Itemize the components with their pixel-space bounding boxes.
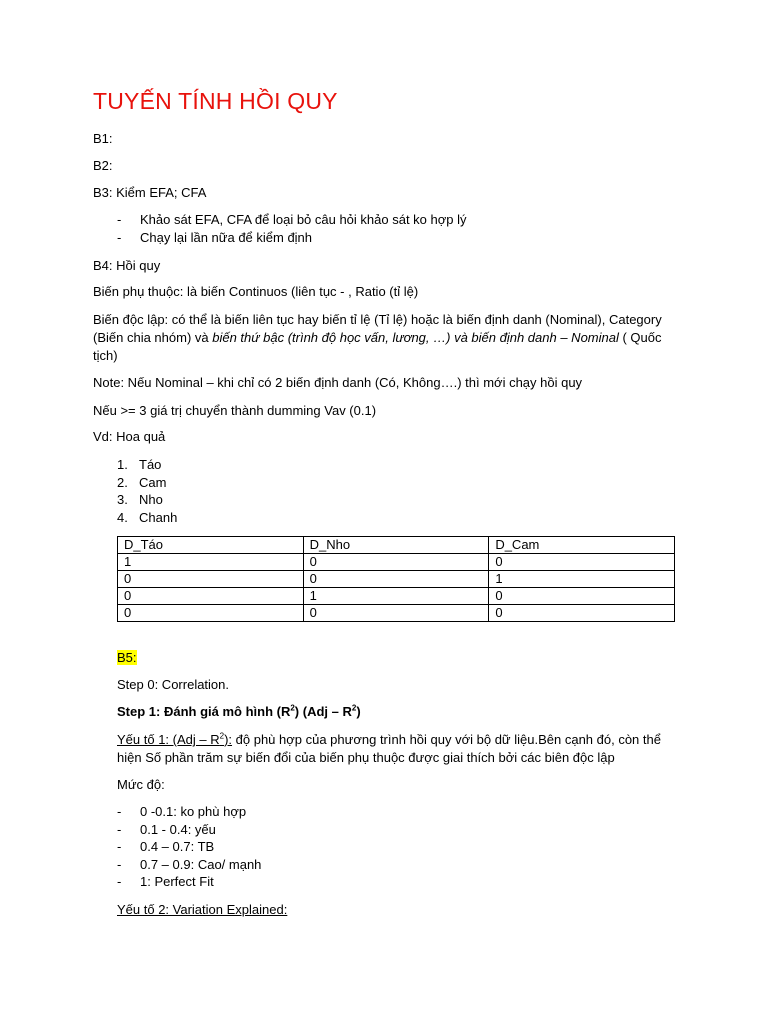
step-1-heading: Step 1: Đánh giá mô hình $(R^2)$ $(Adj - R^2)$ xyxy=(117,703,361,719)
dummy-variable-table xyxy=(117,536,675,622)
table-row xyxy=(118,588,675,605)
document-page: TUYẾN TÍNH HỒI QUY B1: B2: B3: Kiểm EFA; CFA - Khảo sát EFA, CFA để loại bỏ câu hỏi khảo sát ko hợp lý - Chạy lại lần nữa để kiểm định B4: Hồi quy Biến phụ thuộc: là biến Continuos (liên tục - , Ratio (tỉ lệ) Biến độc lập: có thể là biến liên tục hay biến tỉ lệ (Tỉ lệ) hoặc là biến định danh (Nominal), Category (Biến chia nhóm) và biến thứ bậc (trình độ học vấn, lương, …) và biến định danh – Nominal ( Quốc tịch) Note: Nếu Nominal – khi chỉ có 2 biến định danh (Có, Không….) thì mới chạy hồi quy Nếu >= 3 giá trị chuyển thành dumming Vav (0.1) Vd: Hoa quả 1. Táo 2. Cam 3. Nho 4. Chanh D_Táo D_Nho D_Cam 1 0 0 0 0 1 0 1 0 0 0 0 B5: Step 0: Correlation. Step 1: Đánh giá mô hình $(R^2)$ $(Adj - R^2)$ Yếu tố 1: $(Adj - R^2)$: độ phù hợp của phương trình hồi quy với bộ dữ liệu.Bên cạnh đó, còn thể hiện Số phần trăm sự biến đổi của biến phụ thuộc được giai thích bởi các biên độc lập Mức độ: - 0 -0.1: ko phù hợp - 0.1 - 0.4: yếu - 0.4 – 0.7: TB - 0.7 – 0.9: Cao/ mạnh - 1: Perfect Fit Yếu tố 2: Variation Explained: xyxy=(0,0,768,1024)
table-cell: 0 xyxy=(303,571,489,588)
table-cell: 0 xyxy=(489,554,675,571)
independent-variable: Biến độc lập: có thể là biến liên tục hay biến tỉ lệ (Tỉ lệ) hoặc là biến định danh (Nominal), Category (Biến chia nhóm) và biến thứ bậc (trình độ học vấn, lương, …) và biến định danh – Nominal ( Quốc tịch) xyxy=(93,312,662,363)
document-title: TUYẾN TÍNH HỒI QUY xyxy=(93,88,338,114)
note-nominal: Note: Nếu Nominal – khi chỉ có 2 biến định danh (Có, Không….) thì mới chạy hồi quy xyxy=(93,375,583,390)
table-cell: 0 xyxy=(489,588,675,605)
table-cell: 0 xyxy=(118,588,304,605)
step-b5: B5: xyxy=(117,650,137,665)
table-cell: 1 xyxy=(489,571,675,588)
table-header-row xyxy=(118,537,675,554)
step-b2: B2: xyxy=(93,158,113,173)
level-label: Mức độ: xyxy=(117,777,165,792)
step-b4: B4: Hồi quy xyxy=(93,258,161,273)
dependent-variable: Biến phụ thuộc: là biến Continuos (liên tục - , Ratio (tỉ lệ) xyxy=(93,284,419,299)
table-row xyxy=(118,554,675,571)
table-row xyxy=(118,571,675,588)
step-0: Step 0: Correlation. xyxy=(117,677,230,692)
factor-1: Yếu tố 1: $(Adj - R^2)$: độ phù hợp của phương trình hồi quy với bộ dữ liệu.Bên cạnh đó, còn thể hiện Số phần trăm sự biến đổi của biến phụ thuộc được giai thích bởi các biên độc lập xyxy=(117,731,661,765)
table-cell: 0 xyxy=(118,605,304,622)
table-cell: 0 xyxy=(303,554,489,571)
table-cell: 0 xyxy=(118,571,304,588)
example-label: Vd: Hoa quả xyxy=(93,429,166,444)
table-cell: 0 xyxy=(489,605,675,622)
step-b1: B1: xyxy=(93,131,113,146)
table-cell: 0 xyxy=(303,605,489,622)
table-header-cell: D_Cam xyxy=(489,537,675,554)
dummy-note: Nếu >= 3 giá trị chuyển thành dumming Vav (0.1) xyxy=(93,403,377,418)
table-cell: 1 xyxy=(118,554,304,571)
step-b3: B3: Kiểm EFA; CFA xyxy=(93,185,207,200)
factor-2: Yếu tố 2: Variation Explained: xyxy=(117,902,288,917)
table-row xyxy=(118,605,675,622)
table-cell: 1 xyxy=(303,588,489,605)
table-header-cell: D_Nho xyxy=(303,537,489,554)
table-header-cell: D_Táo xyxy=(118,537,304,554)
